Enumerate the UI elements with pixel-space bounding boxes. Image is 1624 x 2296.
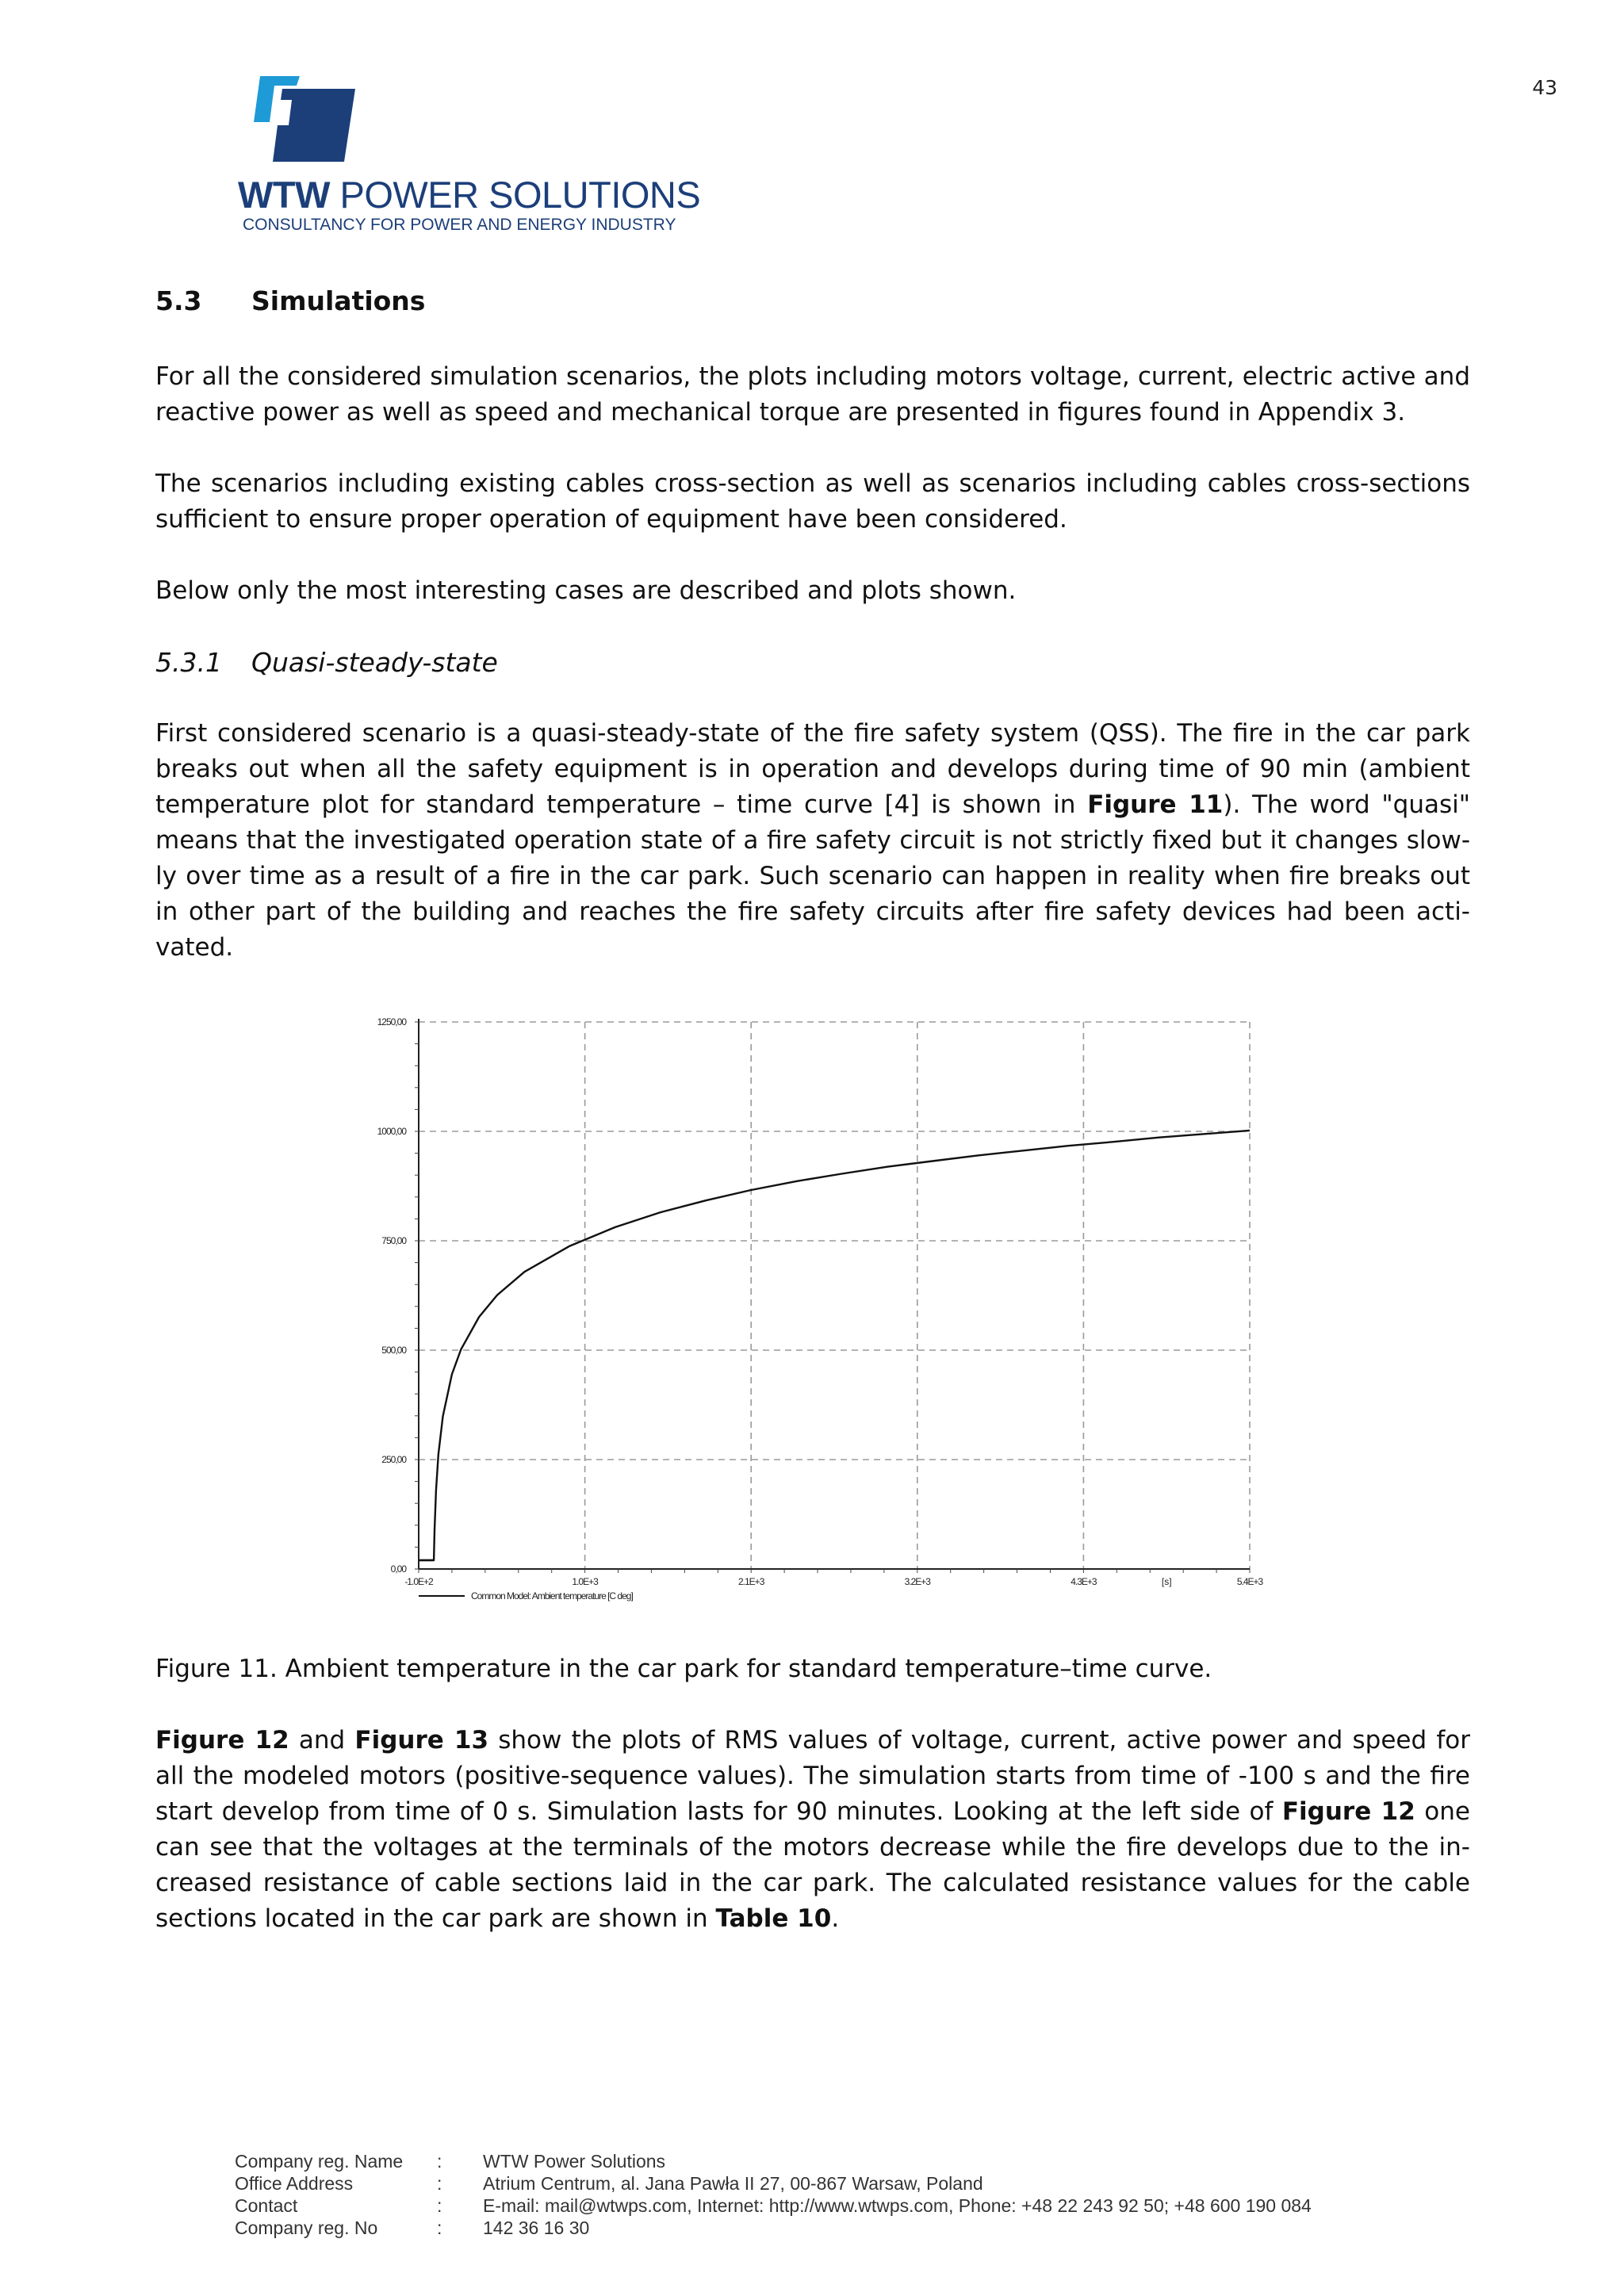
footer-label: Company reg. No (235, 2218, 378, 2238)
footer-value: 142 36 16 30 (483, 2218, 590, 2238)
paragraph-text-1: and (289, 1726, 355, 1755)
temperature-chart (354, 1001, 1266, 1651)
figure-12-reference: Figure 12 (155, 1726, 289, 1755)
paragraph-scenarios: The scenarios including existing cables cross-section as well as scenarios including cables cross-sections sufficient to ensure proper operation of equipment have been considered. (155, 469, 1470, 534)
chart-legend (419, 1590, 633, 1601)
x-axis-unit-label: [s] (1161, 1576, 1172, 1587)
x-tick-label: 1.0E+3 (572, 1576, 598, 1587)
paragraph-text-4: . (831, 1904, 840, 1933)
footer-value: E-mail: mail@wtwps.com, Internet: http://www.wtwps.com, Phone: +48 22 243 92 50; +48 600 190 084 (483, 2195, 1312, 2216)
footer-separator: : (437, 2151, 442, 2172)
legend-label: Common Model: Ambient temperature [C deg] (471, 1590, 633, 1601)
figure-12-reference-2: Figure 12 (1281, 1797, 1415, 1826)
paragraph-qss-part-c: ). The word "quasi" means that the investigated operation state of a fire safety circuit is not strictly fixed but it changes slow-ly over time as a result of a fire in the car park. Such scenario can happen in reality when fire breaks out in other part of the building and reaches the fire safety circuits after fire safety devices had been acti-vated. (155, 790, 1471, 962)
footer-row-contact (235, 2195, 1312, 2217)
figure-11 (155, 1001, 1470, 1651)
y-tick-label: 1000,00 (377, 1126, 406, 1137)
y-tick-label: 0,00 (390, 1563, 406, 1575)
y-tick-label: 250,00 (381, 1454, 406, 1465)
footer (235, 2150, 1312, 2239)
figure-13-reference: Figure 13 (354, 1726, 489, 1755)
section-heading (155, 279, 1470, 323)
logo-name-bold: WTW (238, 174, 330, 216)
figure-11-reference: Figure 11 (1087, 790, 1224, 819)
logo-tagline: CONSULTANCY FOR POWER AND ENERGY INDUSTRY (243, 216, 676, 234)
paragraph-text-2: show the plots of RMS values of voltage, current, active power and speed for all the modeled motors (positive-sequence values). The simulation starts from time of -100 s and the fire start develop from time of 0 s. Simulation lasts for 90 minutes. Looking at the left side of (155, 1726, 1470, 1826)
page-number: 43 (1532, 76, 1557, 99)
section-number: 5.3 (155, 285, 202, 316)
footer-separator: : (437, 2173, 442, 2194)
footer-label: Contact (235, 2195, 298, 2216)
paragraph-appendix: For all the considered simulation scenarios, the plots including motors voltage, current, electric active and reactive power as well as speed and mechanical torque are presented in figures found in Appendix 3. (155, 362, 1470, 427)
paragraph-text-3: one can see that the voltages at the terminals of the motors decrease while the fire develops due to the in-creased resistance of cable sections laid in the car park. The calculated resistance values for the cable sections located in the car park are shown in (155, 1797, 1470, 1933)
logo-navy-shape (273, 89, 355, 162)
footer-label: Office Address (235, 2173, 354, 2194)
x-tick-label: 3.2E+3 (904, 1576, 930, 1587)
chart-tick-labels (377, 1016, 1264, 1587)
chart-axes (415, 1019, 1250, 1573)
subsection-title: Quasi-steady-state (251, 647, 498, 678)
footer-label: Company reg. Name (235, 2151, 404, 2172)
company-logo (238, 76, 701, 243)
logo-wordmark (238, 173, 700, 216)
paragraph-interesting-cases: Below only the most interesting cases are described and plots shown. (155, 576, 1017, 605)
footer-value: WTW Power Solutions (483, 2151, 666, 2172)
footer-row-name (235, 2150, 1312, 2172)
paragraph-qss-part-a: First considered scenario is a quasi-steady-state of the fire safety system (QSS). The fire in the car park breaks out when all the safety equipment is in operation and develops during time of 90 min (ambient temperature plot for standard temperature – time curve [4] is shown in (155, 719, 1470, 819)
footer-separator: : (437, 2218, 442, 2238)
x-tick-label: 2.1E+3 (738, 1576, 764, 1587)
section-title: Simulations (251, 285, 426, 316)
y-tick-label: 500,00 (381, 1345, 406, 1356)
footer-separator: : (437, 2195, 442, 2216)
logo-name-rest: POWER SOLUTIONS (339, 174, 701, 216)
y-tick-label: 1250,00 (377, 1016, 406, 1027)
series-line-ambient-temperature (419, 1131, 1250, 1560)
chart-series (419, 1131, 1250, 1560)
paragraph-figures-12-13 (155, 1723, 1470, 1937)
figure-caption: Figure 11. Ambient temperature in the car park for standard temperature–time curve. (155, 1655, 1212, 1683)
subsection-number: 5.3.1 (155, 647, 222, 678)
footer-value: Atrium Centrum, al. Jana Pawła II 27, 00-867 Warsaw, Poland (483, 2173, 983, 2194)
footer-row-address (235, 2172, 1312, 2195)
logo-mark-icon (254, 76, 365, 165)
x-tick-label: -1.0E+2 (404, 1576, 433, 1587)
footer-row-reg-no (235, 2217, 1312, 2239)
y-tick-label: 750,00 (381, 1235, 406, 1246)
page-content (155, 279, 1470, 1973)
x-tick-label: 4.3E+3 (1071, 1576, 1097, 1587)
paragraph-qss (155, 716, 1470, 966)
x-tick-label: 5.4E+3 (1236, 1576, 1263, 1587)
table-10-reference: Table 10 (715, 1904, 832, 1933)
subsection-heading (155, 645, 1470, 680)
chart-grid (419, 1022, 1250, 1569)
